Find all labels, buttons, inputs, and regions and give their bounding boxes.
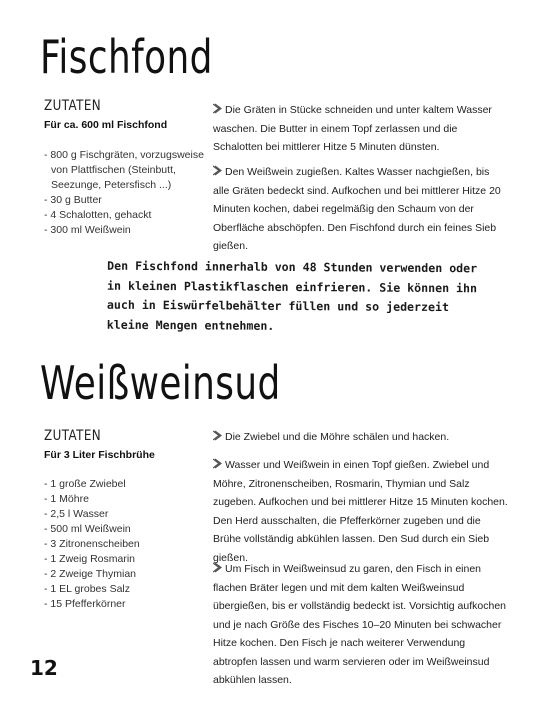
ingredient-item: - 2 Zweige Thymian [44, 568, 137, 580]
step-text: Um Fisch in Weißweinsud zu garen, den Fisch in einen flachen Bräter legen und mit dem kalten Weißweinsud übergießen, bis er vollständig bedeckt ist. Vorsichtig aufkochen und je nach Größe des Fisches 10–20 Minuten bei schwacher Hitze kochen. Den Fisch je nach weiterer Verwendung abtropfen lassen und warm servieren oder im Weißweinsud abkühlen lassen. [213, 563, 507, 686]
step-text: Den Weißwein zugießen. Kaltes Wasser nachgießen, bis alle Gräten bedeckt sind. Aufkochen und bei mittlerer Hitze 20 Minuten kochen, dabei regelmäßig den Schaum von der Oberfläche abschöpfen. Den Fischfond durch ein feines Sieb gießen. [213, 166, 501, 252]
ingredients-heading: ZUTATEN [44, 98, 102, 114]
ingredient-item: - 1 große Zwiebel [44, 478, 126, 490]
recipe-title-weissweinsud: Weißweinsud [40, 356, 281, 410]
step-text: Die Zwiebel und die Möhre schälen und hacken. [225, 431, 450, 443]
ingredient-item: - 800 g Fischgräten, vorzugsweise [44, 149, 204, 161]
step-text: Die Gräten in Stücke schneiden und unter kaltem Wasser waschen. Die Butter in einem Topf zerlassen und die Schalotten bei mittlerer Hitze 5 Minuten dünsten. [213, 104, 492, 153]
chevron-right-icon [213, 458, 223, 469]
instruction-step [213, 456, 508, 567]
ingredient-list [44, 477, 140, 612]
yield-label: Für ca. 600 ml Fischfond [44, 119, 168, 131]
instruction-step [213, 428, 508, 447]
chevron-right-icon [213, 562, 223, 573]
step-text: Wasser und Weißwein in einen Topf gießen. Zwiebel und Möhre, Zitronenscheiben, Rosmarin, Thymian und Salz zugeben. Aufkochen und bei mittlerer Hitze 15 Minuten kochen. Den Herd ausschalten, die Pfefferkörner zugeben und die Brühe vollständig abkühlen lassen. Den Sud durch ein Sieb gießen. [213, 459, 508, 564]
ingredients-heading: ZUTATEN [44, 428, 102, 444]
tip-note: Den Fischfond innerhalb von 48 Stunden verwenden oder in kleinen Plastikflaschen einfrieren. Sie können ihn auch in Eiswürfelbehälter füllen und so jederzeit kleine Mengen entnehmen. [106, 258, 478, 333]
ingredient-item: - 1 Möhre [44, 493, 89, 505]
ingredient-item: - 1 EL grobes Salz [44, 583, 130, 595]
ingredient-item: - 15 Pfefferkörner [44, 598, 126, 610]
ingredient-item: von Plattfischen (Steinbutt, [51, 164, 176, 176]
page-number: 12 [30, 656, 58, 680]
ingredient-item: Seezunge, Petersfisch ...) [51, 179, 172, 191]
recipe-title-fischfond: Fischfond [40, 30, 213, 84]
ingredient-item: - 30 g Butter [44, 194, 102, 206]
instruction-step [213, 163, 508, 256]
ingredient-item: - 4 Schalotten, gehackt [44, 209, 152, 221]
chevron-right-icon [213, 430, 223, 441]
chevron-right-icon [213, 103, 223, 114]
ingredient-item: - 2,5 l Wasser [44, 508, 109, 520]
yield-label: Für 3 Liter Fischbrühe [44, 449, 155, 461]
chevron-right-icon [213, 165, 223, 176]
ingredient-item: - 3 Zitronenscheiben [44, 538, 140, 550]
ingredient-item: - 300 ml Weißwein [44, 224, 131, 236]
instruction-step [213, 101, 508, 157]
instruction-step [213, 560, 508, 690]
ingredient-list [44, 148, 204, 238]
ingredient-item: - 1 Zweig Rosmarin [44, 553, 136, 565]
ingredient-item: - 500 ml Weißwein [44, 523, 131, 535]
